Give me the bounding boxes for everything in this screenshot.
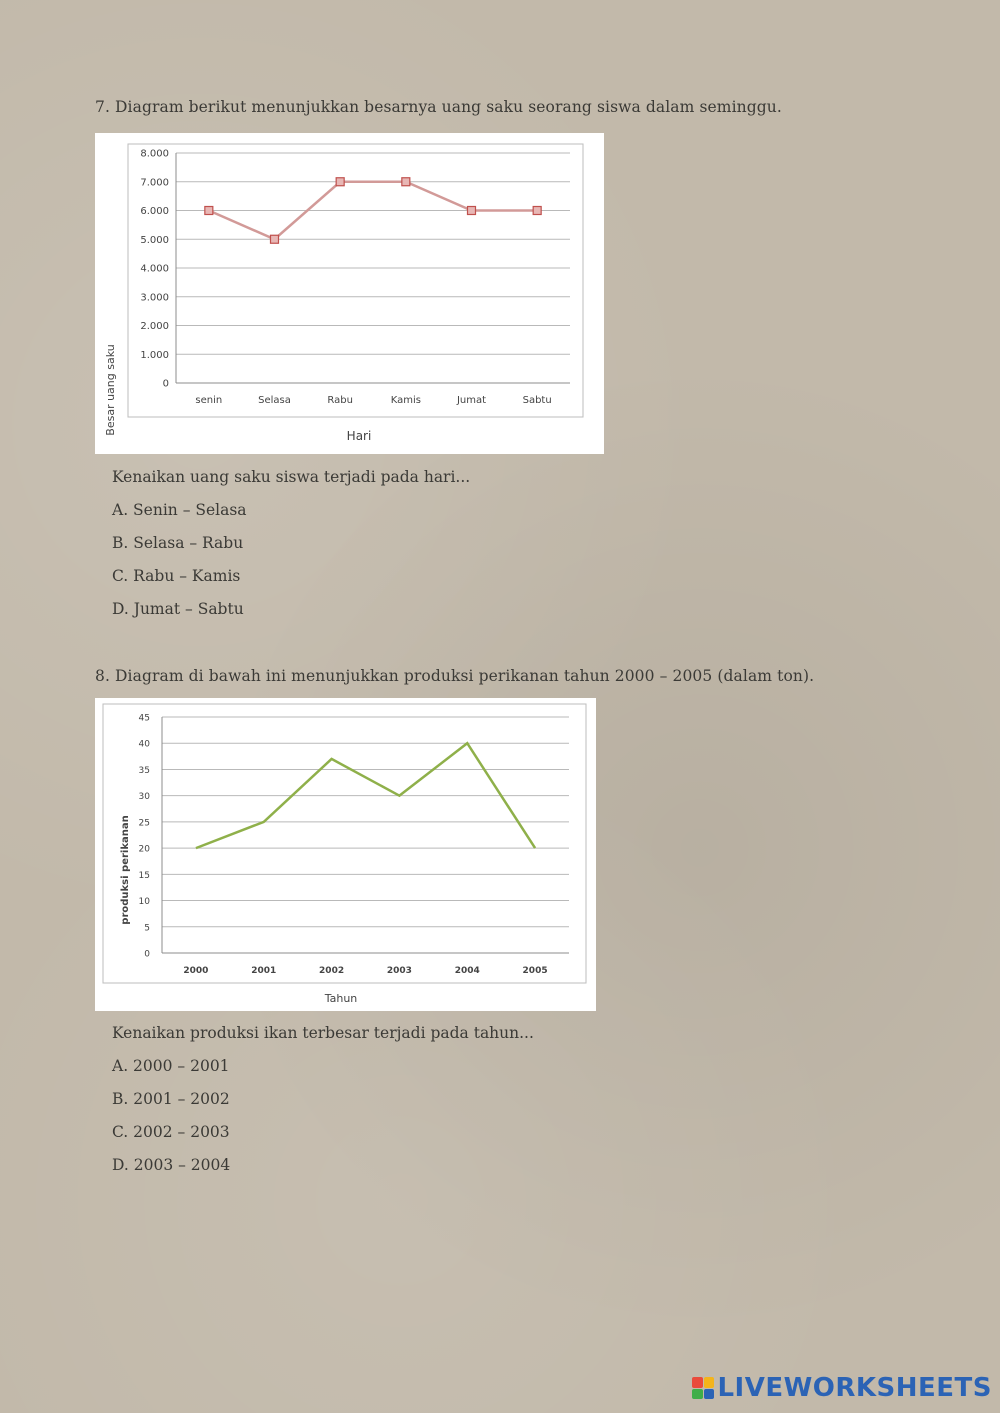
chart-8-y-axis-label: produksi perikanan (120, 815, 131, 925)
c1-y-tick-label: 5.000 (140, 234, 169, 246)
liveworksheets-logo-icon (692, 1377, 714, 1399)
c2-x-tick-label: 2005 (522, 966, 548, 976)
c1-data-point (468, 207, 476, 215)
question-8-option-d[interactable]: D. 2003 – 2004 (112, 1156, 231, 1174)
question-7-option-a[interactable]: A. Senin – Selasa (112, 501, 247, 519)
question-8-prompt: Kenaikan produksi ikan terbesar terjadi pada tahun... (112, 1024, 534, 1042)
liveworksheets-logo-text: LIVEWORKSHEETS (717, 1373, 992, 1403)
c2-y-tick-label: 40 (138, 739, 150, 750)
chart-7-y-axis-label: Besar uang saku (104, 344, 117, 436)
question-7-option-d[interactable]: D. Jumat – Sabtu (112, 600, 244, 618)
question-7-title: 7. Diagram berikut menunjukkan besarnya uang saku seorang siswa dalam seminggu. (95, 98, 782, 116)
chart-8-container (95, 698, 596, 1011)
c2-y-tick-label: 30 (138, 792, 150, 803)
question-8-title: 8. Diagram di bawah ini menunjukkan produksi perikanan tahun 2000 – 2005 (dalam ton). (95, 667, 815, 685)
c1-data-point (336, 178, 344, 186)
c2-y-tick-label: 15 (138, 870, 150, 881)
question-7-prompt: Kenaikan uang saku siswa terjadi pada hari... (112, 468, 471, 486)
c2-y-tick-label: 10 (138, 897, 150, 908)
chart-7-x-axis-label: Hari (346, 429, 372, 443)
c1-y-tick-label: 7.000 (140, 177, 169, 189)
c1-y-tick-label: 2.000 (140, 321, 169, 332)
c2-y-tick-label: 5 (144, 923, 150, 934)
chart-8-x-axis-label: Tahun (324, 992, 358, 1005)
liveworksheets-logo (692, 1373, 992, 1403)
c2-x-tick-label: 2002 (319, 966, 345, 976)
c1-y-tick-label: 3.000 (140, 292, 169, 304)
chart-7-plot-frame (128, 144, 583, 417)
c1-data-point (533, 207, 541, 215)
c2-x-tick-label: 2001 (251, 966, 277, 976)
c1-y-tick-label: 0 (162, 378, 169, 390)
c1-x-tick-label: Kamis (390, 395, 421, 406)
question-8-option-c[interactable]: C. 2002 – 2003 (112, 1123, 230, 1141)
c2-y-tick-label: 45 (138, 713, 150, 724)
c1-x-tick-label: Selasa (258, 395, 291, 406)
c2-x-tick-label: 2003 (386, 966, 412, 976)
question-8-option-b[interactable]: B. 2001 – 2002 (112, 1090, 230, 1108)
c2-x-tick-label: 2000 (183, 966, 209, 976)
chart-7 (95, 133, 604, 454)
c2-y-tick-label: 35 (138, 765, 150, 776)
c2-y-tick-label: 25 (138, 818, 150, 829)
c1-x-tick-label: senin (195, 395, 223, 406)
c1-data-point (271, 235, 279, 243)
c1-data-point (205, 207, 213, 215)
c1-y-tick-label: 1.000 (140, 349, 169, 361)
c1-data-point (402, 178, 410, 186)
question-7-option-c[interactable]: C. Rabu – Kamis (112, 567, 241, 585)
question-8-option-a[interactable]: A. 2000 – 2001 (112, 1057, 230, 1075)
chart-8-plot-frame (103, 704, 586, 983)
c1-x-tick-label: Sabtu (522, 395, 552, 406)
c2-x-tick-label: 2004 (454, 966, 480, 976)
c1-y-tick-label: 4.000 (140, 263, 169, 275)
c1-x-tick-label: Rabu (327, 395, 353, 406)
c1-y-tick-label: 6.000 (140, 206, 169, 217)
chart-8 (95, 698, 596, 1011)
c2-y-tick-label: 20 (138, 844, 150, 855)
question-7-option-b[interactable]: B. Selasa – Rabu (112, 534, 244, 552)
chart-7-container (95, 133, 604, 454)
c1-x-tick-label: Jumat (456, 395, 487, 406)
c1-y-tick-label: 8.000 (140, 148, 169, 160)
c2-y-tick-label: 0 (144, 949, 150, 960)
